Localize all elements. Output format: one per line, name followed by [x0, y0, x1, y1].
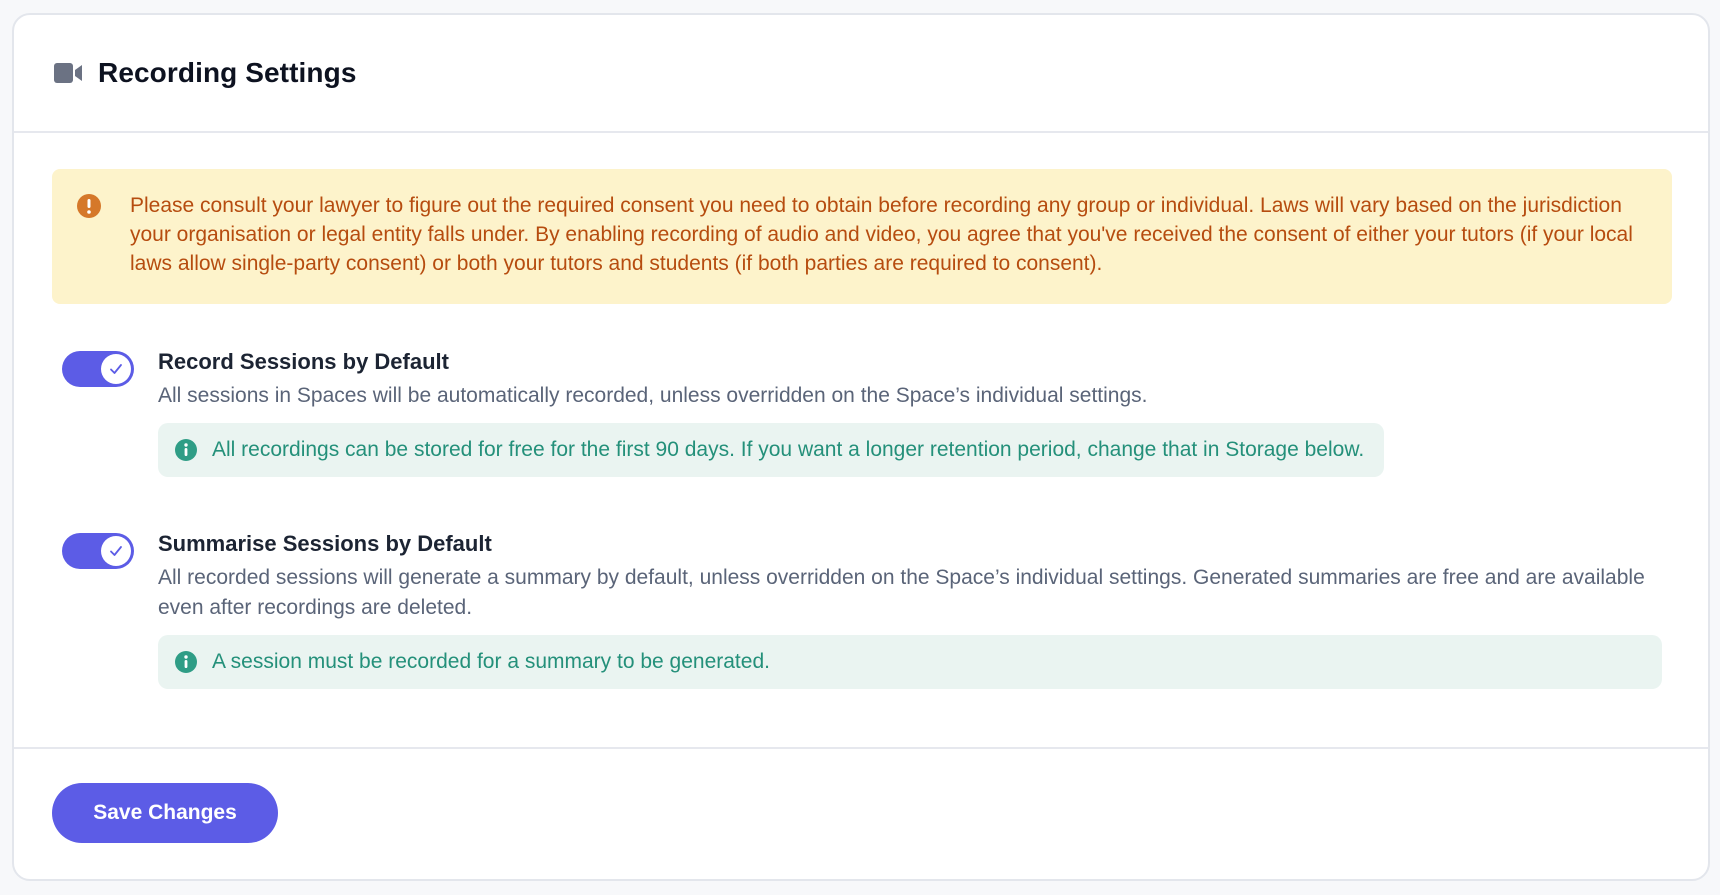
consent-warning — [52, 169, 1672, 304]
retention-info — [158, 423, 1384, 477]
save-changes-button[interactable]: Save Changes — [52, 783, 278, 843]
toggle-knob — [101, 536, 131, 566]
setting-description: All recorded sessions will generate a summary by default, unless overridden on the Space’s individual settings. Generated summaries are free and are available even after recordings are deleted. — [158, 566, 1645, 619]
setting-text — [158, 529, 1678, 689]
info-icon — [174, 438, 198, 462]
setting-description: All sessions in Spaces will be automatically recorded, unless overridden on the Space’s individual settings. — [158, 384, 1148, 407]
page-title: Recording Settings — [98, 57, 357, 88]
check-icon — [109, 544, 123, 558]
check-icon — [109, 362, 123, 376]
info-icon — [174, 650, 198, 674]
toggle-knob — [101, 354, 131, 384]
setting-title: Record Sessions by Default — [158, 349, 449, 374]
summary-info — [158, 635, 1662, 689]
card-body — [14, 133, 1708, 749]
recording-settings-card — [12, 13, 1710, 881]
setting-text — [158, 347, 1678, 477]
video-camera-icon — [54, 62, 84, 84]
card-footer — [14, 749, 1708, 879]
info-text: All recordings can be stored for free for the first 90 days. If you want a longer retention period, change that in Storage below. — [212, 438, 1365, 461]
info-text: A session must be recorded for a summary to be generated. — [212, 650, 770, 673]
summarise-sessions-toggle[interactable] — [62, 533, 134, 569]
exclamation-circle-icon — [76, 193, 102, 219]
card-header — [14, 15, 1708, 133]
setting-title: Summarise Sessions by Default — [158, 531, 492, 556]
consent-warning-text: Please consult your lawyer to figure out the required consent you need to obtain before recording any group or individual. Laws will vary based on the jurisdiction your organisation or legal entity falls under. By enabling recording of audio and video, you agree that you've received the consent of either your tutors (if your local laws allow single-party consent) or both your tutors and students (if both parties are required to consent). — [130, 194, 1633, 275]
record-sessions-toggle[interactable] — [62, 351, 134, 387]
